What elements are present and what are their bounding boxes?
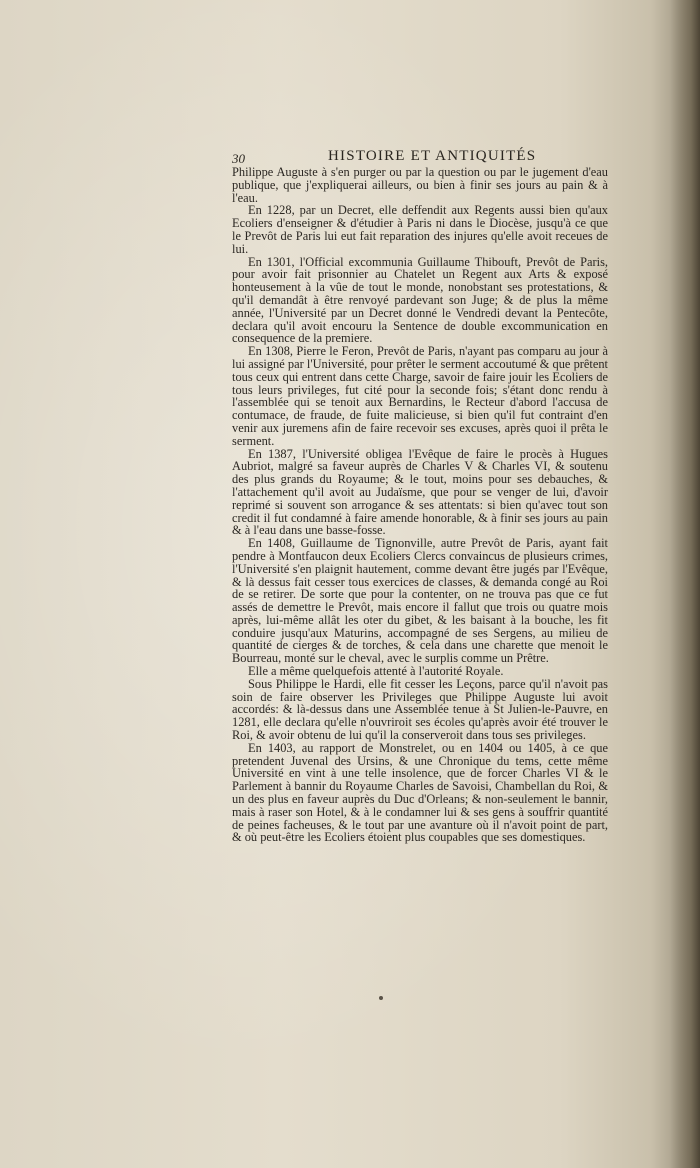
paragraph: En 1301, l'Official excommunia Guillaume Thibouft, Prevôt de Paris, pour avoir fait prisonnier au Chatelet un Regent aux Arts & exposé honteusement à la vûe de tout le monde, nonobstant ses protestations, & qu'il demandât à être renvoyé pardevant son Juge; & de plus la même année, l'Université par un Decret donné le Vendredi devant la Pentecôte, declara qu'il avoit encouru la Sentence de double excommunication en consequence de la premiere. [232,254,608,346]
body-text [232,166,608,844]
paragraph: En 1228, par un Decret, elle deffendit aux Regents aussi bien qu'aux Ecoliers d'enseigner & d'étudier à Paris ni dans le Diocèse, jusqu'à ce que le Prevôt de Paris lui eut fait reparation des injures qu'elle avoit receues de lui. [232,203,608,256]
binding-gutter-shadow [670,0,700,1168]
paragraph: En 1308, Pierre le Feron, Prevôt de Paris, n'ayant pas comparu au jour à lui assigné par l'Université, pour prêter le serment accoutumé & que prêtent tous ceux qui entrent dans cette Charge, savoir de faire jouir les Ecoliers de tous leurs privileges, fut cité pour la seconde fois; s'étant donc rendu à l'assemblée qui se tenoit aux Bernardins, le Recteur d'abord l'accusa de contumace, de fraude, de fuite malicieuse, si bien qu'il fut contraint d'en venir aux juremens afin de faire recevoir ses excuses, après quoi il prêta le serment. [232,344,608,448]
paragraph: En 1387, l'Université obligea l'Evêque de faire le procès à Hugues Aubriot, malgré sa faveur auprès de Charles V & Charles VI, & soutenu des plus grands du Royaume; & le tout, moins pour ses debauches, & l'attachement qu'il avoit au Judaïsme, que pour se venger de lui, d'avoir reprimé si souvent son arrogance & ses attentats: si bien qu'avec tout son credit il fut condamné à faire amende honorable, & à finir ses jours au pain & à l'eau dans une basse-fosse. [232,446,608,538]
paragraph: En 1403, au rapport de Monstrelet, ou en 1404 ou 1405, à ce que pretendent Juvenal des Ursins, & une Chronique du tems, cette même Université en vint à une telle insolence, que de forcer Charles VI & le Parlement à bannir du Royaume Charles de Savoisi, Chambellan du Roi, & un des plus en faveur auprès du Duc d'Orleans; & non-seulement le bannir, mais à raser son Hotel, & à le condamner lui & ses gens à souffrir quantité de peines facheuses, & le tout par une avanture où il n'avoit point de part, & où peut-être les Ecoliers étoient plus coupables que ses domestiques. [232,740,608,845]
paragraph: Elle a même quelquefois attenté à l'autorité Royale. [248,664,504,679]
paragraph: En 1408, Guillaume de Tignonville, autre Prevôt de Paris, ayant fait pendre à Montfaucon deux Ecoliers Clercs convaincus de plusieurs crimes, l'Université s'en plaignit hautement, comme devant être jugés par l'Evêque, & là dessus fait cesser tous exercices de classes, & demanda congé au Roi de se retirer. De sorte que pour la contenter, on ne trouva pas que ce fut assés de demettre le Prevôt, mais encore il fallut que trois ou quatre mois après, lui-même allât les oter du gibet, & les baisant à la bouche, les fit conduire jusqu'aux Maturins, accompagné de ses Sergens, au milieu de quantité de cierges & de torches, & cela dans une charette que menoit le Bourreau, monté sur le cheval, avec le surplis comme un Prêtre. [232,536,608,666]
ink-spot [379,996,383,1000]
running-title: HISTOIRE ET ANTIQUITÉS [328,148,537,164]
paragraph: Sous Philippe le Hardi, elle fit cesser les Leçons, parce qu'il n'avoit pas soin de faire observer les Privileges que Philippe Auguste lui avoit accordés: & là-dessus dans une Assemblée tenue à St Julien-le-Pauvre, en 1281, elle declara qu'elle n'ouvriroit ses écoles qu'après avoir été trouver le Roi, & avoir obtenu de lui qu'il la conserveroit dans tous ses privileges. [232,676,608,743]
paragraph-continuation: Philippe Auguste à s'en purger ou par la question ou par le jugement d'eau publique, que j'expliquerai ailleurs, ou bien à finir ses jours au pain & à l'eau. [232,165,608,205]
page-number: 30 [232,151,245,166]
